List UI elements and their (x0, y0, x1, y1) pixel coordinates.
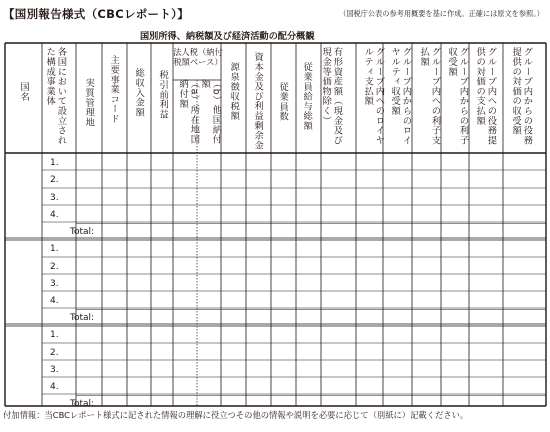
row-label: 2. (50, 262, 59, 272)
header-salaries: 従業員給与総額 (301, 62, 313, 131)
header-business-code: 主要事業コード (108, 55, 120, 124)
source-note: （国税庁公表の参考用概要を基に作成。正確には原文を参照。） (339, 9, 544, 18)
header-revenue: 総収入金額 (133, 68, 145, 117)
header-hq: 実質管理地 (83, 78, 95, 127)
header-tax-a: （a）所在地国納付額 (177, 79, 200, 144)
form-title: 【国別報告様式（CBCレポート）】 (3, 7, 189, 21)
total-label: Total: (70, 399, 95, 409)
row-label: 2. (50, 348, 59, 358)
header-interest-recv: グループ内からの利子収受額 (446, 47, 469, 145)
row-label: 1. (50, 244, 59, 254)
header-withholding: 源泉徴収税額 (228, 62, 240, 121)
header-service-recv: グループ内からの役務提供の対価の収受額 (510, 47, 533, 145)
header-interest-paid: グループ内への利子支払額 (418, 47, 441, 145)
row-label: 4. (50, 210, 59, 220)
row-label: 1. (50, 158, 59, 168)
total-label: Total: (70, 313, 95, 323)
row-label: 1. (50, 330, 59, 340)
header-royalty-paid: グループ内へのロイヤルティ支払額 (362, 47, 385, 145)
header-tax-b: （b）他国納付額 (199, 79, 222, 145)
header-pretax-income: 税引前利益 (157, 70, 169, 119)
header-service-paid: グループ内への役務提供の対価の支払額 (474, 47, 497, 145)
header-employees: 従業員数 (277, 82, 289, 122)
total-label: Total: (70, 227, 95, 237)
row-label: 4. (50, 382, 59, 392)
row-label: 3. (50, 279, 59, 289)
row-label: 4. (50, 296, 59, 306)
header-corporate-tax: 法人税（納付税額ベース） (173, 47, 223, 67)
table-caption: 国別所得、納税額及び経済活動の配分概観 (140, 31, 315, 42)
header-members: 各国において設立された構成事業体 (44, 47, 67, 145)
row-label: 2. (50, 175, 59, 185)
header-royalty-recv: グループ内からのロイヤルティ収受額 (389, 47, 412, 145)
header-country: 国名 (18, 82, 30, 102)
row-label: 3. (50, 365, 59, 375)
header-capital: 資本金及び利益剰余金 (252, 52, 264, 150)
footer-note: 付加情報：当CBCレポート様式に記された情報の理解に役立つその他の情報や説明を必要に応じて（別紙に）記載ください。 (3, 410, 469, 420)
header-tangible: 有形資産額（現金及び現金等価物除く） (320, 47, 343, 145)
row-label: 3. (50, 193, 59, 203)
